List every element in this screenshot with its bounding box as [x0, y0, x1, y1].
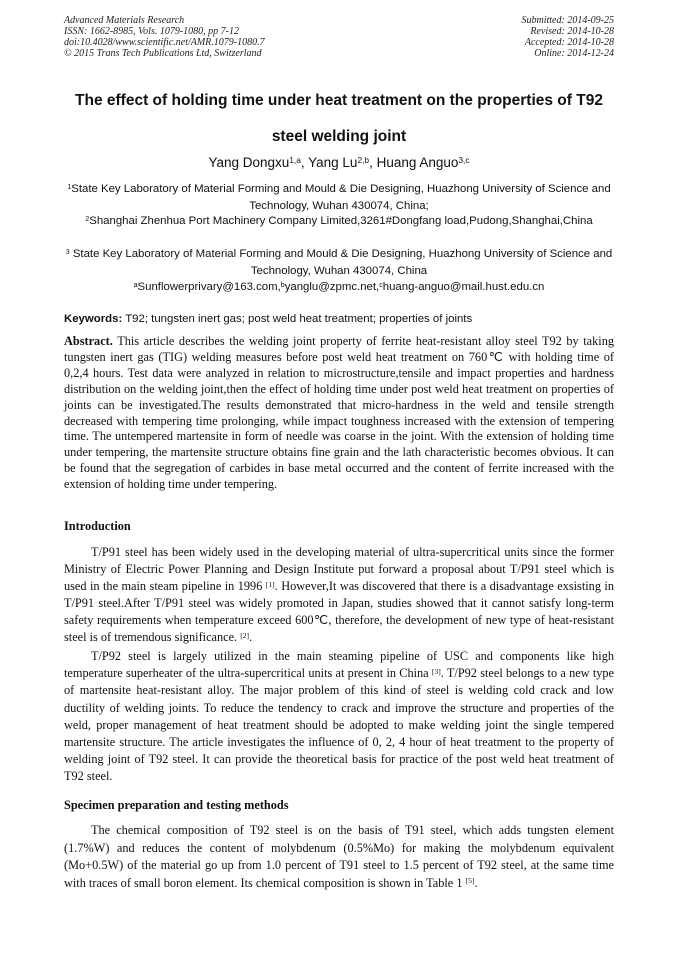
journal-doi[interactable]: doi:10.4028/www.scientific.net/AMR.1079-1080.7: [64, 37, 265, 48]
journal-name: Advanced Materials Research: [64, 15, 185, 26]
affil-text: State Key Laboratory of Material Forming and Mould & Die Designing, Huazhong University of Science and Technology, Wuhan 430074, China: [69, 248, 613, 277]
citation-ref[interactable]: [1]: [265, 579, 275, 589]
affiliation-1: [64, 181, 614, 214]
author-sep: ,: [300, 155, 309, 170]
affiliation-3: [64, 246, 614, 279]
author-name: Yang Dongxu: [208, 155, 290, 170]
affiliation-2: [64, 213, 614, 230]
paragraph-text: .: [474, 875, 478, 890]
affil-mark: 3: [65, 248, 70, 256]
author-emails: [64, 279, 614, 296]
paper-title-line-1: The effect of holding time under heat treatment on the properties of T92: [75, 92, 603, 109]
paragraph-text: The chemical composition of T92 steel is on the basis of T91 steel, which adds tungsten element (1.7%W) and reduces the content of molybdenum (0.5%Mo) for making the molybdenum equivalent (Mo+0.5W) of the material go up from 1.0 percent of T91 steel to 1.5 percent of T92 steel, at the same time with traces of small boron element. Its chemical composition is shown in Table 1: [64, 823, 614, 890]
email-link[interactable]: yanglu@zpmc.net,: [284, 281, 380, 293]
author-name: Yang Lu: [308, 155, 358, 170]
author-list: [40, 154, 638, 172]
affil-mark: 2: [85, 215, 90, 223]
intro-paragraph-2: [64, 648, 614, 786]
paper-title-line-2: steel welding joint: [271, 128, 407, 145]
journal-issn: ISSN: 1662-8985, Vols. 1079-1080, pp 7-12: [64, 26, 239, 37]
specimen-paragraph-1: [64, 822, 614, 892]
email-mark: b: [280, 281, 285, 289]
email-link[interactable]: Sunflowerprivary@163.com,: [137, 281, 281, 293]
citation-ref[interactable]: [3]: [431, 666, 441, 676]
email-mark: a: [133, 281, 138, 289]
journal-copyright: © 2015 Trans Tech Publications Ltd, Switzerland: [64, 48, 262, 59]
paragraph-text: . T/P92 steel belongs to a new type of martensite heat-resistant alloy. The major problem of this kind of steel is welding cold crack and low ductility of welding joints. To reduce the tendency to crack and improve the structure and properties of the weld, proper management of heat treatment should be adopted to make welding joint the single tempered martensite structure. The article investigates the influence of 0, 2, 4 hour of heat treatment to the property of welding joint of T92 steel. It can provide the theoretical basis for practice of the post weld heat treatment of T92 steel.: [64, 666, 614, 784]
citation-ref[interactable]: [2]: [240, 631, 250, 641]
date-accepted: Accepted: 2014-10-28: [524, 37, 614, 48]
keywords: [64, 311, 614, 327]
journal-info: [64, 15, 265, 59]
date-revised: Revised: 2014-10-28: [530, 26, 614, 37]
keywords-label: Keywords:: [64, 313, 123, 325]
citation-ref[interactable]: [5]: [465, 876, 475, 886]
keywords-text: T92; tungsten inert gas; post weld heat treatment; properties of joints: [122, 313, 473, 325]
date-submitted: Submitted: 2014-09-25: [521, 15, 614, 26]
paragraph-text: .: [249, 630, 253, 645]
author-affil-mark: 3,c: [458, 155, 470, 166]
author-name: Huang Anguo: [376, 155, 459, 170]
author-affil-mark: 1,a: [289, 155, 301, 166]
affil-mark: 1: [67, 183, 72, 191]
affil-text: State Key Laboratory of Material Forming and Mould & Die Designing, Huazhong University of Science and Technology, Wuhan 430074, China;: [71, 183, 611, 212]
paragraph-text: T/P91 steel has been widely used in the developing material of ultra-supercritical units since the former Ministry of Electric Power Planning and Design Institute put forward a proposal about T/P91 steel which is used in the main steam pipeline in 1996: [64, 545, 614, 594]
email-mark: c: [379, 281, 383, 289]
affil-text: Shanghai Zhenhua Port Machinery Company Limited,3261#Dongfang load,Pudong,Shanghai,China: [89, 215, 593, 227]
author-sep: ,: [369, 155, 377, 170]
intro-paragraph-1: [64, 544, 614, 647]
paragraph-text: . However,It was discovered that there is a disadvantage exsisting in T/P91 steel.After T/P91 steel was widely promoted in Japan, studies showed that it cannot satisfy long-term safety requirements when temperature exceed 600℃, therefore, the development of new type of heat-resistant steel is of tremendous significance.: [64, 579, 614, 645]
date-online: Online: 2014-12-24: [534, 48, 614, 59]
abstract-label: Abstract.: [64, 334, 113, 348]
abstract-text: This article describes the welding joint property of ferrite heat-resistant alloy steel T92 by taking tungsten inert gas (TIG) welding measures before post weld heat treatment on 760℃ with holding time of 0,2,4 hours. Test data were analyzed in relation to microstructure,tensile and impact properties and hardness distribution on the welding joint,then the effect of holding time under post weld heat treatment on properties of joints can be investigated.The results demonstrated that micro-hardness in the weld and tensile strength decreased with tempering time prolonging, while impact toughness increased with the extension of tempering time. The untempered martensite in form of needle was coarse in the joint. With the extension of holding time under tempering, the martensite structure obtains fine grain and the lath characteristic becomes obvious. It can be found that the segregation of carbides in base metal occurred and the content of ferrite increased with the extension of holding time under tempering.: [64, 334, 614, 492]
email-link[interactable]: huang-anguo@mail.hust.edu.cn: [382, 281, 545, 293]
author-affil-mark: 2,b: [357, 155, 370, 166]
submission-dates: [522, 15, 615, 59]
abstract: [64, 334, 614, 493]
section-heading-introduction: Introduction: [64, 519, 131, 533]
paragraph-text: T/P92 steel is largely utilized in the main steaming pipeline of USC and components like high temperature superheater of the ultra-supercritical units at present in China: [64, 649, 614, 681]
section-heading-specimen: Specimen preparation and testing methods: [64, 798, 289, 812]
